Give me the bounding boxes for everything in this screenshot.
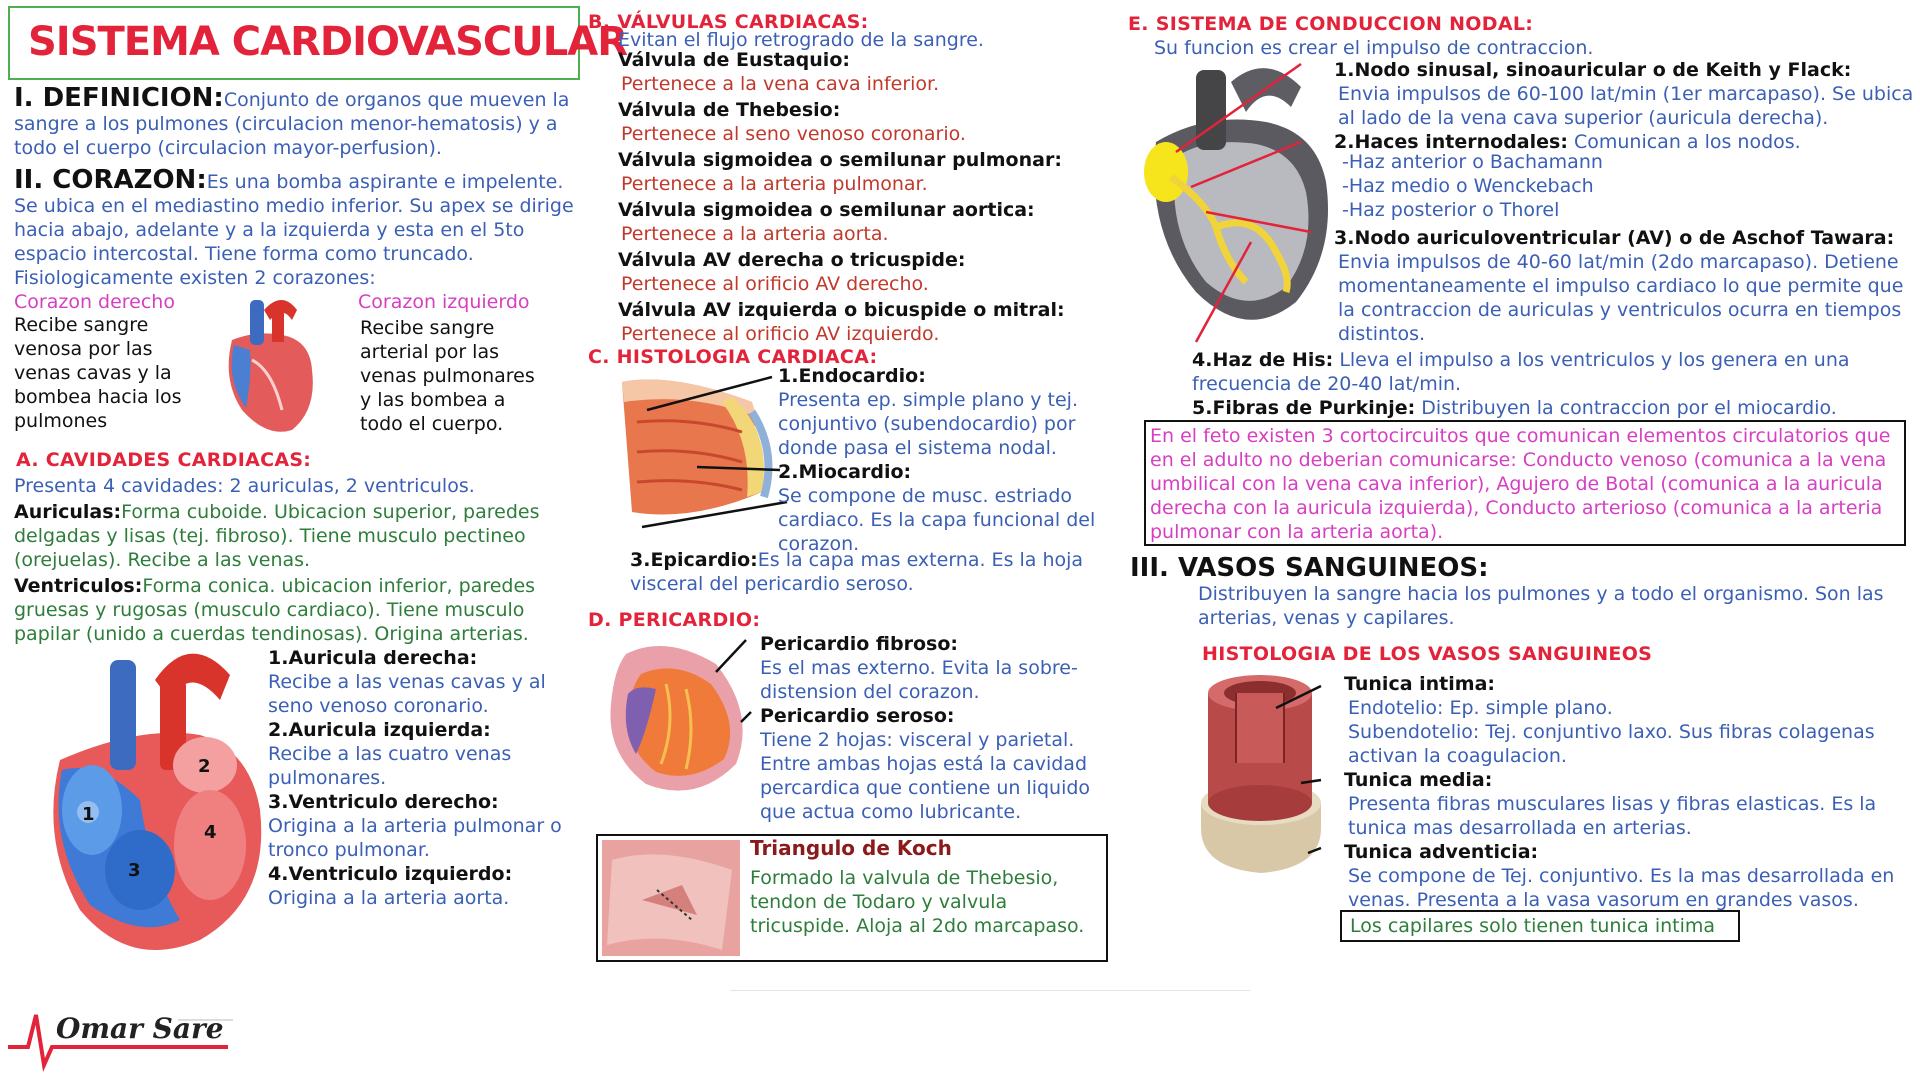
author-name: Omar Sare	[56, 1012, 224, 1045]
nodo-av-block	[1334, 226, 1918, 346]
heart-cavities-image	[40, 640, 270, 960]
koch-triangle-image	[602, 840, 740, 956]
definicion-text: Conjunto de organos que mueven la sangre a los pulmones (circulacion menor-hematosis) y a todo el cuerpo (circulacion mayor-perfusion).	[14, 89, 570, 159]
nodo-sinusal-text: Envia impulsos de 60-100 lat/min (1er marcapaso). Se ubica al lado de la vena cava superior (auricula derecha).	[1338, 83, 1914, 129]
valvula-title: Válvula AV izquierda o bicuspide o mitral:	[618, 299, 1065, 321]
heart-small-image	[212, 290, 322, 440]
tunica-adventicia-title: Tunica adventicia:	[1344, 841, 1539, 863]
valvulas-heading: B. VÁLVULAS CARDIACAS:	[588, 11, 869, 33]
valvula-title: Válvula de Thebesio:	[618, 99, 841, 121]
haz-item: -Haz medio o Wenckebach	[1342, 175, 1594, 197]
tunica-intima-block	[1344, 672, 1914, 768]
valvula-title: Válvula sigmoidea o semilunar aortica:	[618, 199, 1035, 221]
miocardio-title: 2.Miocardio:	[778, 461, 912, 483]
corazon-derecho-title: Corazon derecho	[14, 291, 175, 313]
cavity-label-2: 2	[198, 756, 211, 777]
corazon-text: Se ubica en el mediastino medio inferior. Su apex se dirige hacia abajo, adelante y a la izquierda y esta en el 5to espacio intercostal. Tiene forma como truncado. Fisiologicamente existen 2 corazones:	[14, 195, 574, 289]
tunica-adventicia-block	[1344, 840, 1918, 912]
auriculas-label: Auriculas:	[14, 501, 122, 523]
valvula-title: Válvula sigmoidea o semilunar pulmonar:	[618, 149, 1062, 171]
ventriculos-paragraph	[14, 574, 574, 646]
purkinje-title: 5.Fibras de Purkinje:	[1192, 397, 1416, 419]
nodo-av-text: Envia impulsos de 40-60 lat/min (2do marcapaso). Detiene momentaneamente el impulso cardiaco lo que permite que la contraccion de auriculas y ventriculos ocurra en tiempos distintos.	[1338, 251, 1904, 345]
corazon-izquierdo-text: Recibe sangre arterial por las venas pulmonares y las bombea a todo el cuerpo.	[360, 317, 535, 435]
his-title: 4.Haz de His:	[1192, 349, 1334, 371]
tunica-media-block	[1344, 768, 1914, 840]
nodo-sinusal-block	[1334, 58, 1914, 130]
conduction-system-image	[1136, 62, 1336, 342]
auriculas-paragraph	[14, 500, 574, 572]
blood-vessel-layers-image	[1196, 668, 1336, 878]
histologia-heading: C. HISTOLOGIA CARDIACA:	[588, 346, 878, 368]
cavidad-text: Recibe a las cuatro venas pulmonares.	[268, 743, 512, 789]
ventriculos-text: Forma conica. ubicacion inferior, paredes gruesas y rugosas (musculo cardiaco). Tiene musculo papilar (unido a cuerdas tendinosas). Origina arterias.	[14, 575, 536, 645]
valvula-text: Pertenece al orificio AV derecho.	[621, 273, 929, 295]
pericardio-seroso-block	[760, 704, 1110, 824]
corazon-izquierdo-title: Corazon izquierdo	[358, 291, 530, 313]
miocardio-block	[778, 460, 1108, 556]
haces-text: Comunican a los nodos.	[1573, 131, 1801, 153]
cavity-label-3: 3	[128, 860, 141, 881]
vasos-heading: III. VASOS SANGUINEOS:	[1130, 553, 1489, 583]
cavity-label-4: 4	[204, 822, 217, 843]
divider-line	[730, 990, 1250, 991]
cavidad-title: 2.Auricula izquierda:	[268, 719, 491, 741]
valvula-title: Válvula AV derecha o tricuspide:	[618, 249, 966, 271]
corazon-derecho-text: Recibe sangre venosa por las venas cavas y la bombea hacia los pulmones	[14, 314, 182, 432]
conduccion-intro: Su funcion es crear el impulso de contraccion.	[1154, 37, 1594, 59]
tunica-media-title: Tunica media:	[1344, 769, 1493, 791]
haz-item: -Haz anterior o Bachamann	[1342, 151, 1603, 173]
valvula-text: Pertenece a la arteria pulmonar.	[621, 173, 928, 195]
koch-text: Formado la valvula de Thebesio, tendon de Todaro y valvula tricuspide. Aloja al 2do marcapaso.	[750, 867, 1085, 937]
miocardio-text: Se compone de musc. estriado cardiaco. Es la capa funcional del corazon.	[778, 485, 1096, 555]
ventriculos-label: Ventriculos:	[14, 575, 143, 597]
corazon-section	[14, 165, 579, 290]
definicion-section	[14, 83, 574, 160]
pericardio-fibroso-title: Pericardio fibroso:	[760, 633, 958, 655]
valvula-text: Pertenece a la vena cava inferior.	[621, 73, 940, 95]
pericardio-fibroso-text: Es el mas externo. Evita la sobre-distension del corazon.	[760, 657, 1078, 703]
cavidades-heading: A. CAVIDADES CARDIACAS:	[16, 449, 312, 471]
valvula-text: Pertenece al orificio AV izquierdo.	[621, 323, 940, 345]
corazon-lead: Es una bomba aspirante e impelente.	[206, 171, 564, 193]
corazon-heading: II. CORAZON:	[14, 165, 207, 195]
epicardio-text: Es la capa mas externa. Es la hoja visceral del pericardio seroso.	[630, 549, 1084, 595]
conduccion-heading: E. SISTEMA DE CONDUCCION NODAL:	[1128, 13, 1534, 35]
cavidad-title: 3.Ventriculo derecho:	[268, 791, 499, 813]
valvulas-intro: Evitan el flujo retrogrado de la sangre.	[618, 29, 984, 51]
cavidad-title: 4.Ventriculo izquierdo:	[268, 863, 513, 885]
cavidades-intro: Presenta 4 cavidades: 2 auriculas, 2 ventriculos.	[14, 475, 475, 497]
cavidad-text: Origina a la arteria pulmonar o tronco pulmonar.	[268, 815, 562, 861]
pericardio-fibroso-block	[760, 632, 1110, 704]
vasos-hist-heading: HISTOLOGIA DE LOS VASOS SANGUINEOS	[1202, 643, 1653, 665]
pericardio-seroso-title: Pericardio seroso:	[760, 705, 955, 727]
nodo-sinusal-title: 1.Nodo sinusal, sinoauricular o de Keith y Flack:	[1334, 59, 1852, 81]
tunica-adventicia-text: Se compone de Tej. conjuntivo. Es la mas desarrollada en venas. Presenta a la vasa vasorum en grandes vasos.	[1348, 865, 1895, 911]
tunica-media-text: Presenta fibras musculares lisas y fibras elasticas. Es la tunica mas desarrollada en arterias.	[1348, 793, 1877, 839]
valvulas-list	[618, 48, 1118, 346]
tunica-intima-title: Tunica intima:	[1344, 673, 1495, 695]
nodo-av-title: 3.Nodo auriculoventricular (AV) o de Aschof Tawara:	[1334, 227, 1895, 249]
endocardio-title: 1.Endocardio:	[778, 365, 926, 387]
koch-title: Triangulo de Koch	[750, 836, 952, 860]
pericardio-seroso-text: Tiene 2 hojas: visceral y parietal. Entre ambas hojas está la cavidad percardica que contiene un liquido que actua como lubricante.	[760, 729, 1091, 823]
tunica-intima-text1: Endotelio: Ep. simple plano.	[1348, 697, 1613, 719]
auriculas-text: Forma cuboide. Ubicacion superior, paredes delgadas y lisas (tej. fibroso). Tiene musculo pectineo (orejuelas). Recibe a las venas.	[14, 501, 540, 571]
tunica-intima-text2: Subendotelio: Tej. conjuntivo laxo. Sus fibras colagenas activan la coagulacion.	[1348, 721, 1875, 767]
valvula-title: Válvula de Eustaquio:	[618, 49, 850, 71]
cavidad-title: 1.Auricula derecha:	[268, 647, 478, 669]
purkinje-block	[1192, 396, 1912, 420]
cavidad-text: Origina a la arteria aorta.	[268, 887, 510, 909]
his-block	[1192, 348, 1882, 396]
heart-wall-layers-image	[612, 372, 782, 532]
epicardio-title: 3.Epicardio:	[630, 549, 758, 571]
page-title: SISTEMA CARDIOVASCULAR	[28, 19, 628, 65]
cavidad-text: Recibe a las venas cavas y al seno venoso coronario.	[268, 671, 546, 717]
endocardio-block	[778, 364, 1108, 460]
haces-list	[1342, 150, 1603, 222]
pericardium-image	[606, 634, 756, 794]
purkinje-text: Distribuyen la contraccion por el miocardio.	[1421, 397, 1837, 419]
his-text: Lleva el impulso a los ventriculos y los genera en una frecuencia de 20-40 lat/min.	[1192, 349, 1850, 395]
haces-title: 2.Haces internodales:	[1334, 131, 1568, 153]
endocardio-text: Presenta ep. simple plano y tej. conjuntivo (subendocardio) por donde pasa el sistema nodal.	[778, 389, 1078, 459]
capilares-note: Los capilares solo tienen tunica intima	[1350, 915, 1716, 937]
definicion-heading: I. DEFINICION:	[14, 83, 224, 113]
feto-text: En el feto existen 3 cortocircuitos que comunican elementos circulatorios que en el adulto no deberian comunicarse: Conducto venoso (comunica a la vena umbilical con la vena cava inferior), Agujero de Botal (comunica a la auricula derecha con la auricula izquierda), Conducto arterioso (comunica a la arteria pulmonar con la arteria aorta).	[1150, 425, 1891, 543]
epicardio-block	[630, 548, 1110, 596]
vasos-text: Distribuyen la sangre hacia los pulmones y a todo el organismo. Son las arterias, venas y capilares.	[1198, 583, 1884, 629]
cavidades-list	[268, 646, 573, 910]
cavity-label-1: 1	[82, 804, 95, 825]
pericardio-heading: D. PERICARDIO:	[588, 609, 761, 631]
haz-item: -Haz posterior o Thorel	[1342, 199, 1560, 221]
valvula-text: Pertenece a la arteria aorta.	[621, 223, 889, 245]
valvula-text: Pertenece al seno venoso coronario.	[621, 123, 966, 145]
